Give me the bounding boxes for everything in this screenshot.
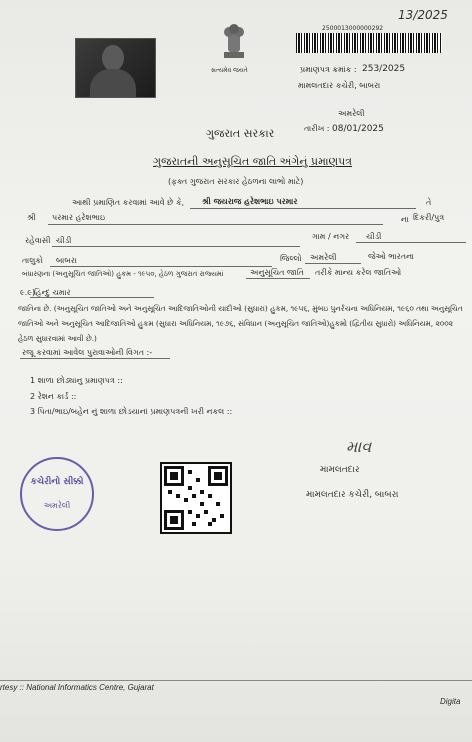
district-value: અમરેલી <box>310 253 337 262</box>
emblem-icon <box>216 24 252 66</box>
certify-text: આથી પ્રમાણિત કરવામાં આવે છે કે, <box>72 198 185 207</box>
documents-heading: રજૂ કરવામાં આવેલ પુરાવાઓની વિગત :- <box>22 348 153 357</box>
barcode-number: 2500013000000292 <box>322 25 384 32</box>
cert-no-label: પ્રમાણપત્ર ક્રમાંક : <box>300 65 357 74</box>
signatory-office: મામલતદાર કચેરી, બાબરા <box>306 490 399 500</box>
taluka-value: બાબરા <box>56 256 77 265</box>
document-item-3: 3 પિતા/ભાઇ/બહેન નું શાળા છોડયાનાં પ્રમાણપત્રની ખરી નકલ :: <box>30 407 233 416</box>
certificate-subtitle: (ફક્ત ગુજરાત સરકાર હેઠળના લાભો માટે) <box>168 177 304 186</box>
seal-subtext: અમરેલી <box>43 501 71 510</box>
document-item-1: 1 શાળા છોડ્યાનુ પ્રમાણપત્ર :: <box>30 376 123 385</box>
date-label: તારીખ : <box>304 124 330 133</box>
state-label: જેઓ ભારતના <box>368 252 415 261</box>
footer-courtesy: rtesy :: National Informatics Centre, Gujarat <box>0 683 154 692</box>
govt-title: ગુજરાત સરકાર <box>206 127 275 140</box>
taluka-label: તાલુકો <box>22 256 43 265</box>
office-header: મામલતદાર કચેરી, બાબરા <box>298 81 381 90</box>
person-full-name: શ્રી જયરાજ હરેશભાઇ પરમાર <box>202 197 298 206</box>
district-label: જિલ્લો <box>280 254 302 263</box>
barcode <box>296 33 442 53</box>
caste-prefix: ૯.૯) <box>20 288 36 297</box>
resident-village: ચીડી <box>56 236 72 245</box>
order-text: બંધારણના (અનુસૂચિત જાતિઓ) હુકમ - ૧૯૫૦, હેઠળ ગુજરાત રાજ્યમાં <box>22 270 224 278</box>
barcode-area <box>294 24 444 56</box>
signature-mark: માવ <box>346 437 372 456</box>
category-value: અનુસૂચિત જાતિ <box>250 268 304 277</box>
na-text: ના <box>401 215 409 224</box>
document-item-2: 2 રેશન કાર્ડ :: <box>30 392 77 401</box>
legal-paragraph: જાતિના છે. (અનુસૂચિત જાતિઓ અને અનુસૂચિત આદિજાતિઓની યાદીઓ (સુધારા) હુકમ, ૧૯૫૬, મુંબઇ પુનર્રચના અધિનિયમ, ૧૯૬૦ તથા અનુસૂચિત જાતિઓ અને અનુસૂચિત આદિજાતિઓ હુકમ (સુધારા અધિનિયમ, ૧૯૭૬, સંવિધાન (અનુસૂચિત જાતિઓ)હુકમો (દ્વિતીય સુધારો) અધિનિયમ, ૨૦૦૨ હેઠળ સુધારવામાં આવી છે.) <box>18 304 463 343</box>
cert-no: 253/2025 <box>362 64 406 74</box>
qr-code <box>160 462 232 534</box>
relation: દિકરી/પુત્ર <box>413 213 445 222</box>
shri-text: શ્રી <box>27 213 36 222</box>
office-seal <box>20 457 94 531</box>
te-text: તે <box>426 198 432 207</box>
village-label: ગામ / નગર <box>312 232 350 241</box>
recognized-text: તરીકે માન્ય કરેલ જાતિઓ <box>315 268 402 277</box>
father-name: પરમાર હરેશભાઇ <box>52 213 106 222</box>
caste-value: હિન્દુ ચમાર <box>34 288 71 297</box>
signatory-title: મામલતદાર <box>320 465 360 475</box>
resident-label: રહેવાસી <box>25 236 51 245</box>
district-header: અમરેલી <box>338 109 365 118</box>
issue-date: 08/01/2025 <box>332 124 384 134</box>
applicant-photo <box>75 38 156 98</box>
footer-digital: Digita <box>440 697 461 706</box>
village-value: ચીડી <box>366 232 382 241</box>
handwritten-date: 13/2025 <box>398 8 448 22</box>
emblem-text: સત્યમેવ જયતે <box>211 67 248 74</box>
certificate-title: ગુજરાતની અનુસૂચિત જાતિ અંગેનું પ્રમાણપત્ર <box>153 155 353 168</box>
seal-text: કચેરીનો સીક્કો <box>30 477 84 487</box>
